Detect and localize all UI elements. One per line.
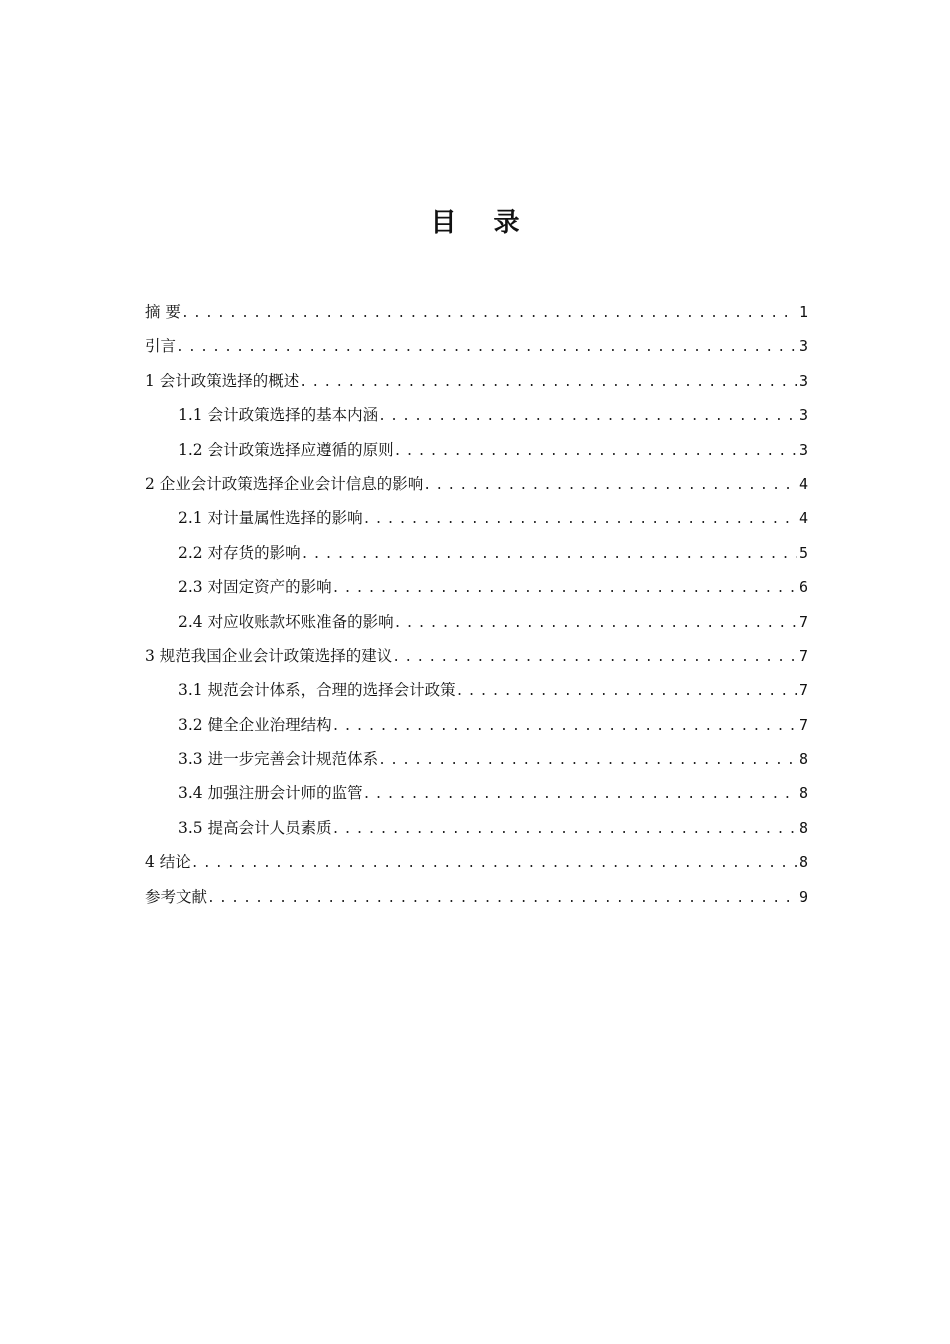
toc-entry-label: 参考文献 (145, 887, 208, 906)
toc-entry[interactable] (145, 776, 808, 810)
toc-entry[interactable] (145, 605, 808, 639)
toc-dot-leader (332, 710, 797, 744)
toc-dot-leader (392, 641, 797, 675)
toc-entry-page-number: 8 (798, 818, 808, 837)
toc-entry-label: 引言 (145, 337, 177, 356)
toc-entry[interactable] (145, 673, 808, 707)
toc-entry[interactable] (145, 433, 808, 467)
toc-entry-label: 2 企业会计政策选择企业会计信息的影响 (145, 474, 424, 493)
toc-entry-label: 1.2 会计政策选择应遵循的原则 (178, 440, 394, 459)
toc-entry[interactable] (145, 295, 808, 329)
toc-entry-label: 1 会计政策选择的概述 (145, 371, 300, 390)
toc-dot-leader (207, 882, 797, 916)
toc-entry-page-number: 5 (798, 543, 808, 562)
toc-entry-page-number: 4 (798, 509, 808, 528)
toc-entry[interactable] (145, 536, 808, 570)
toc-entry-page-number: 7 (798, 715, 808, 734)
toc-entry-label: 2.3 对固定资产的影响 (178, 578, 332, 597)
toc-dot-leader (299, 366, 797, 400)
toc-entry[interactable] (145, 845, 808, 879)
toc-entry-page-number: 7 (798, 612, 808, 631)
toc-entry-label: 1.1 会计政策选择的基本内涵 (178, 406, 379, 425)
toc-entry[interactable] (145, 880, 808, 914)
toc-entry[interactable] (145, 364, 808, 398)
toc-entry-page-number: 3 (798, 337, 808, 356)
toc-entry-label: 2.4 对应收账款坏账准备的影响 (178, 612, 394, 631)
toc-entry[interactable] (145, 398, 808, 432)
toc-entry-page-number: 4 (798, 474, 808, 493)
toc-dot-leader (363, 778, 797, 812)
toc-entry[interactable] (145, 708, 808, 742)
toc-dot-leader (181, 297, 797, 331)
toc-dot-leader (394, 435, 797, 469)
toc-entry[interactable] (145, 501, 808, 535)
toc-dot-leader (176, 331, 797, 365)
toc-list (145, 295, 808, 914)
toc-entry-label: 3.3 进一步完善会计规范体系 (178, 750, 379, 769)
toc-entry[interactable] (145, 811, 808, 845)
toc-entry-page-number: 7 (798, 646, 808, 665)
toc-entry-label: 4 结论 (145, 853, 191, 872)
toc-entry-page-number: 3 (798, 406, 808, 425)
toc-entry-label: 3.4 加强注册会计师的监管 (178, 784, 363, 803)
toc-entry-page-number: 6 (798, 578, 808, 597)
toc-dot-leader (378, 744, 797, 778)
toc-entry-label: 摘 要 (145, 303, 181, 321)
toc-dot-leader (191, 847, 797, 881)
toc-entry-page-number: 1 (798, 303, 808, 321)
toc-entry-page-number: 3 (798, 371, 808, 390)
toc-title: 目 录 (430, 208, 534, 238)
toc-entry-page-number: 7 (798, 681, 808, 700)
toc-dot-leader (378, 400, 797, 434)
toc-entry-page-number: 8 (798, 750, 808, 769)
toc-entry-page-number: 8 (798, 853, 808, 872)
toc-dot-leader (332, 572, 797, 606)
toc-dot-leader (332, 813, 797, 847)
toc-entry-page-number: 3 (798, 440, 808, 459)
toc-entry[interactable] (145, 467, 808, 501)
toc-dot-leader (456, 675, 797, 709)
toc-entry-label: 2.2 对存货的影响 (178, 543, 301, 562)
toc-entry-label: 3.5 提高会计人员素质 (178, 818, 332, 837)
toc-entry-page-number: 9 (798, 887, 808, 906)
toc-dot-leader (423, 469, 797, 503)
toc-entry[interactable] (145, 742, 808, 776)
toc-dot-leader (394, 607, 797, 641)
toc-entry[interactable] (145, 639, 808, 673)
toc-entry-label: 3.2 健全企业治理结构 (178, 715, 332, 734)
toc-entry[interactable] (145, 329, 808, 363)
toc-entry-label: 3.1 规范会计体系，合理的选择会计政策 (178, 681, 456, 700)
toc-dot-leader (301, 538, 797, 572)
toc-entry-page-number: 8 (798, 784, 808, 803)
toc-entry-label: 3 规范我国企业会计政策选择的建议 (145, 646, 393, 665)
toc-entry-label: 2.1 对计量属性选择的影响 (178, 509, 363, 528)
toc-entry[interactable] (145, 570, 808, 604)
toc-dot-leader (363, 503, 797, 537)
